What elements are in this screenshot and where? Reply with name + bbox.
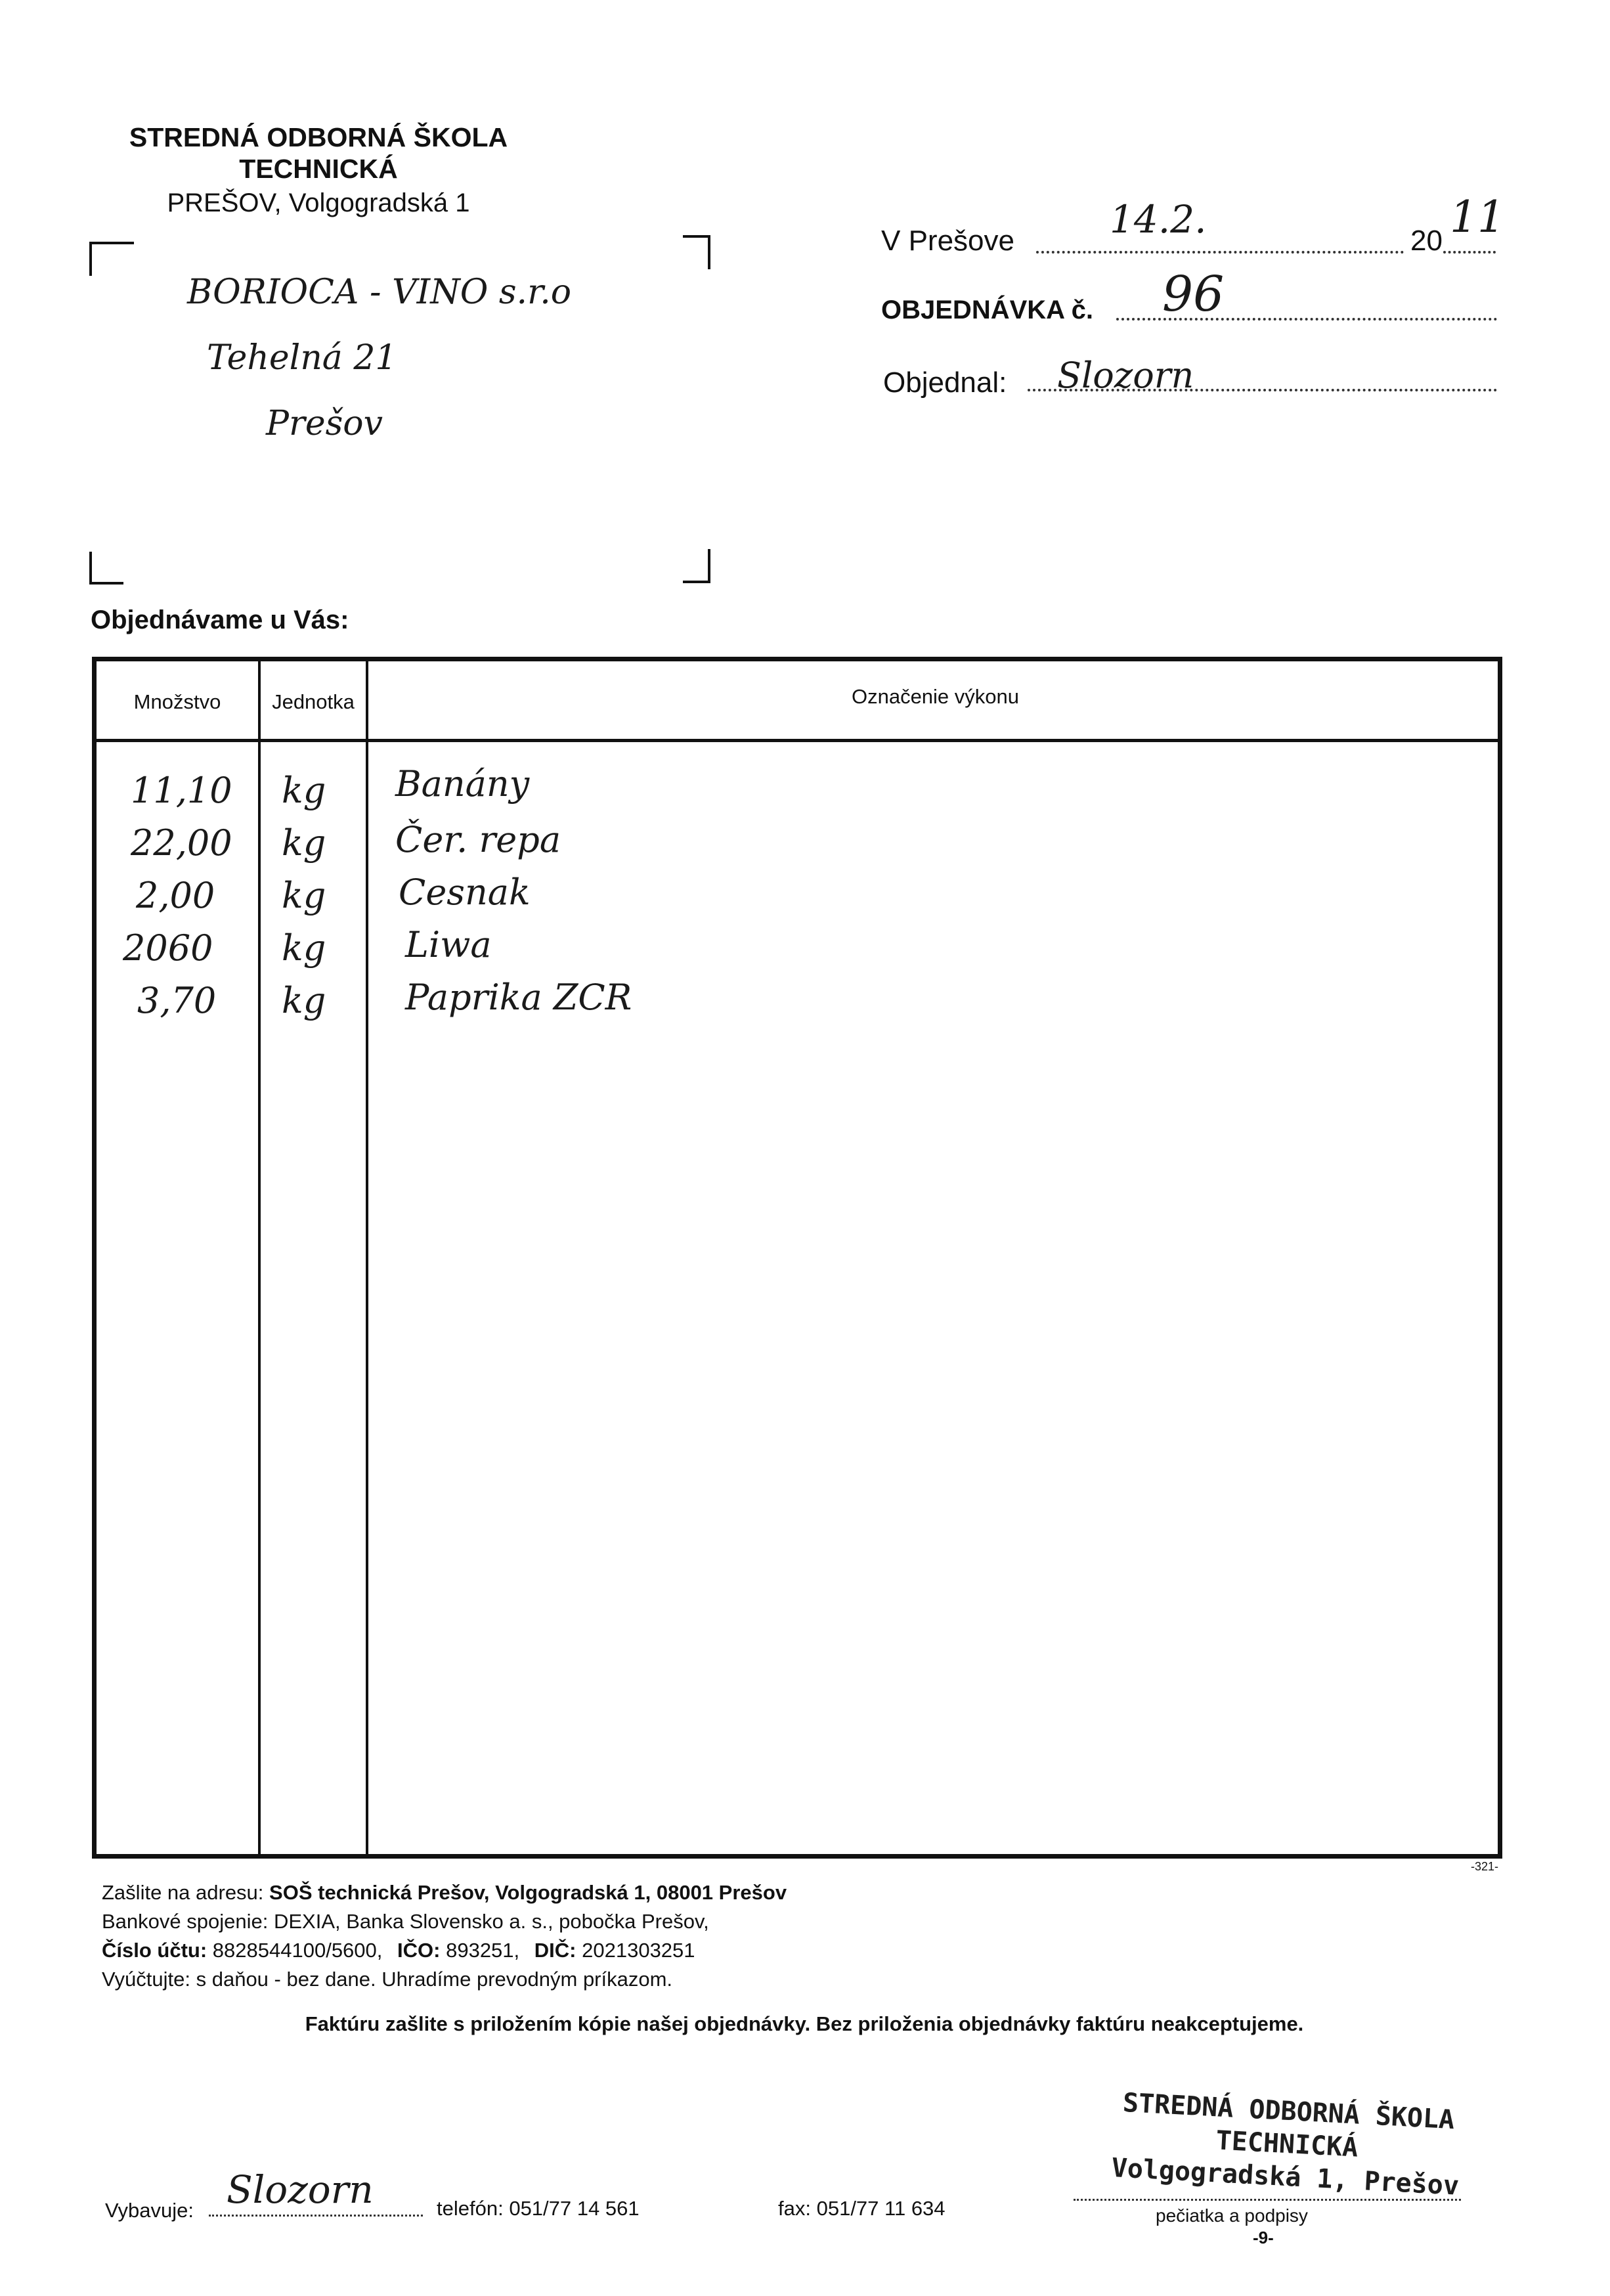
place-label: V Prešove (881, 225, 1014, 257)
row-1-unit: kg (282, 770, 326, 811)
row-4-unit: kg (282, 927, 326, 969)
order-intro: Objednávame u Vás: (91, 606, 349, 634)
row-3-quantity: 2,00 (136, 875, 215, 916)
order-number-value: 96 (1162, 266, 1225, 322)
row-5-description: Paprika ZCR (405, 977, 632, 1018)
row-1-description: Banány (395, 763, 530, 805)
row-4-description: Liwa (405, 924, 492, 965)
billing-value: s daňou - bez dane. Uhradíme prevodným príkazom. (196, 1968, 673, 1991)
invoice-notice: Faktúru zašlite s priložením kópie našej objednávky. Bez priloženia objednávky faktúru neakceptujeme. (305, 2012, 1304, 2035)
school-stamp (1087, 2085, 1486, 2203)
account-label: Číslo účtu: (102, 1939, 207, 1962)
school-name-line1: STREDNÁ ODBORNÁ ŠKOLA (129, 122, 508, 152)
row-1-quantity: 11,10 (131, 770, 232, 811)
address-label: Zašlite na adresu: (102, 1881, 264, 1904)
fax-label: fax: (778, 2197, 811, 2220)
dic-label: DIČ: (534, 1939, 577, 1962)
column-divider-1 (258, 661, 261, 1854)
school-name (105, 121, 532, 185)
dic-value: 2021303251 (582, 1939, 695, 1962)
window-corner-top-right (683, 235, 710, 269)
row-3-description: Cesnak (399, 872, 531, 913)
footer-account-line (102, 1936, 695, 1965)
handled-by-value: Slozorn (227, 2167, 374, 2212)
recipient-line2: Tehelná 21 (207, 338, 397, 378)
footer-address-line (102, 1878, 787, 1907)
stamp-dots (1074, 2199, 1461, 2201)
order-table (92, 657, 1502, 1859)
order-number-label: OBJEDNÁVKA č. (881, 296, 1094, 324)
billing-label: Vyúčtujte: (102, 1968, 190, 1991)
recipient-line1: BORIOCA - VINO s.r.o (187, 273, 572, 312)
window-corner-top-left (89, 242, 134, 276)
school-name-line2: TECHNICKÁ (239, 154, 398, 184)
stamp-line2: TECHNICKÁ (1215, 2125, 1359, 2163)
footer-billing-line (102, 1965, 672, 1994)
phone-value: 051/77 14 561 (509, 2197, 640, 2220)
year-prefix: 20 (1410, 225, 1443, 257)
stamp-line3: Volgogradská 1, Prešov (1110, 2153, 1460, 2201)
fax (778, 2197, 946, 2220)
phone (437, 2197, 640, 2220)
row-2-quantity: 22,00 (131, 822, 232, 864)
ordered-by-value: Slozorn (1057, 355, 1194, 396)
ordered-by-label: Objednal: (883, 366, 1007, 399)
handled-by-label: Vybavuje: (105, 2199, 194, 2222)
school-address: PREŠOV, Volgogradská 1 (167, 188, 470, 217)
bank-label: Bankové spojenie: (102, 1910, 269, 1933)
ico-value: 893251, (446, 1939, 520, 1962)
column-header-unit: Jednotka (272, 690, 355, 713)
stamp-mark: -9- (1253, 2228, 1274, 2247)
row-2-description: Čer. repa (395, 819, 561, 860)
row-2-unit: kg (282, 822, 326, 864)
year-dots (1443, 251, 1496, 254)
ico-label: IČO: (397, 1939, 441, 1962)
year-value: 11 (1450, 192, 1505, 242)
column-divider-2 (366, 661, 368, 1854)
row-5-quantity: 3,70 (137, 980, 217, 1021)
recipient-address (187, 259, 571, 456)
handled-by-dots (209, 2215, 423, 2217)
date-dots (1036, 251, 1404, 254)
footer-bank-line (102, 1907, 709, 1936)
row-4-quantity: 2060 (123, 927, 213, 969)
column-header-quantity: Množstvo (133, 690, 221, 713)
recipient-line3: Prešov (266, 404, 383, 443)
window-corner-bottom-right (683, 549, 710, 583)
row-5-unit: kg (282, 980, 326, 1021)
date-value: 14.2. (1110, 197, 1207, 242)
address-value: SOŠ technická Prešov, Volgogradská 1, 08001 Prešov (269, 1881, 787, 1904)
stamp-caption: pečiatka a podpisy (1156, 2205, 1308, 2226)
row-3-unit: kg (282, 875, 326, 916)
phone-label: telefón: (437, 2197, 504, 2220)
account-value: 8828544100/5600, (212, 1939, 383, 1962)
header-divider (97, 739, 1498, 742)
stamp-line1: STREDNÁ ODBORNÁ ŠKOLA (1121, 2087, 1456, 2136)
fax-value: 051/77 11 634 (816, 2197, 946, 2220)
window-corner-bottom-left (89, 552, 123, 585)
bank-value: DEXIA, Banka Slovensko a. s., pobočka Prešov, (273, 1910, 709, 1933)
form-code: -321- (1471, 1860, 1499, 1873)
column-header-description: Označenie výkonu (851, 685, 1020, 708)
